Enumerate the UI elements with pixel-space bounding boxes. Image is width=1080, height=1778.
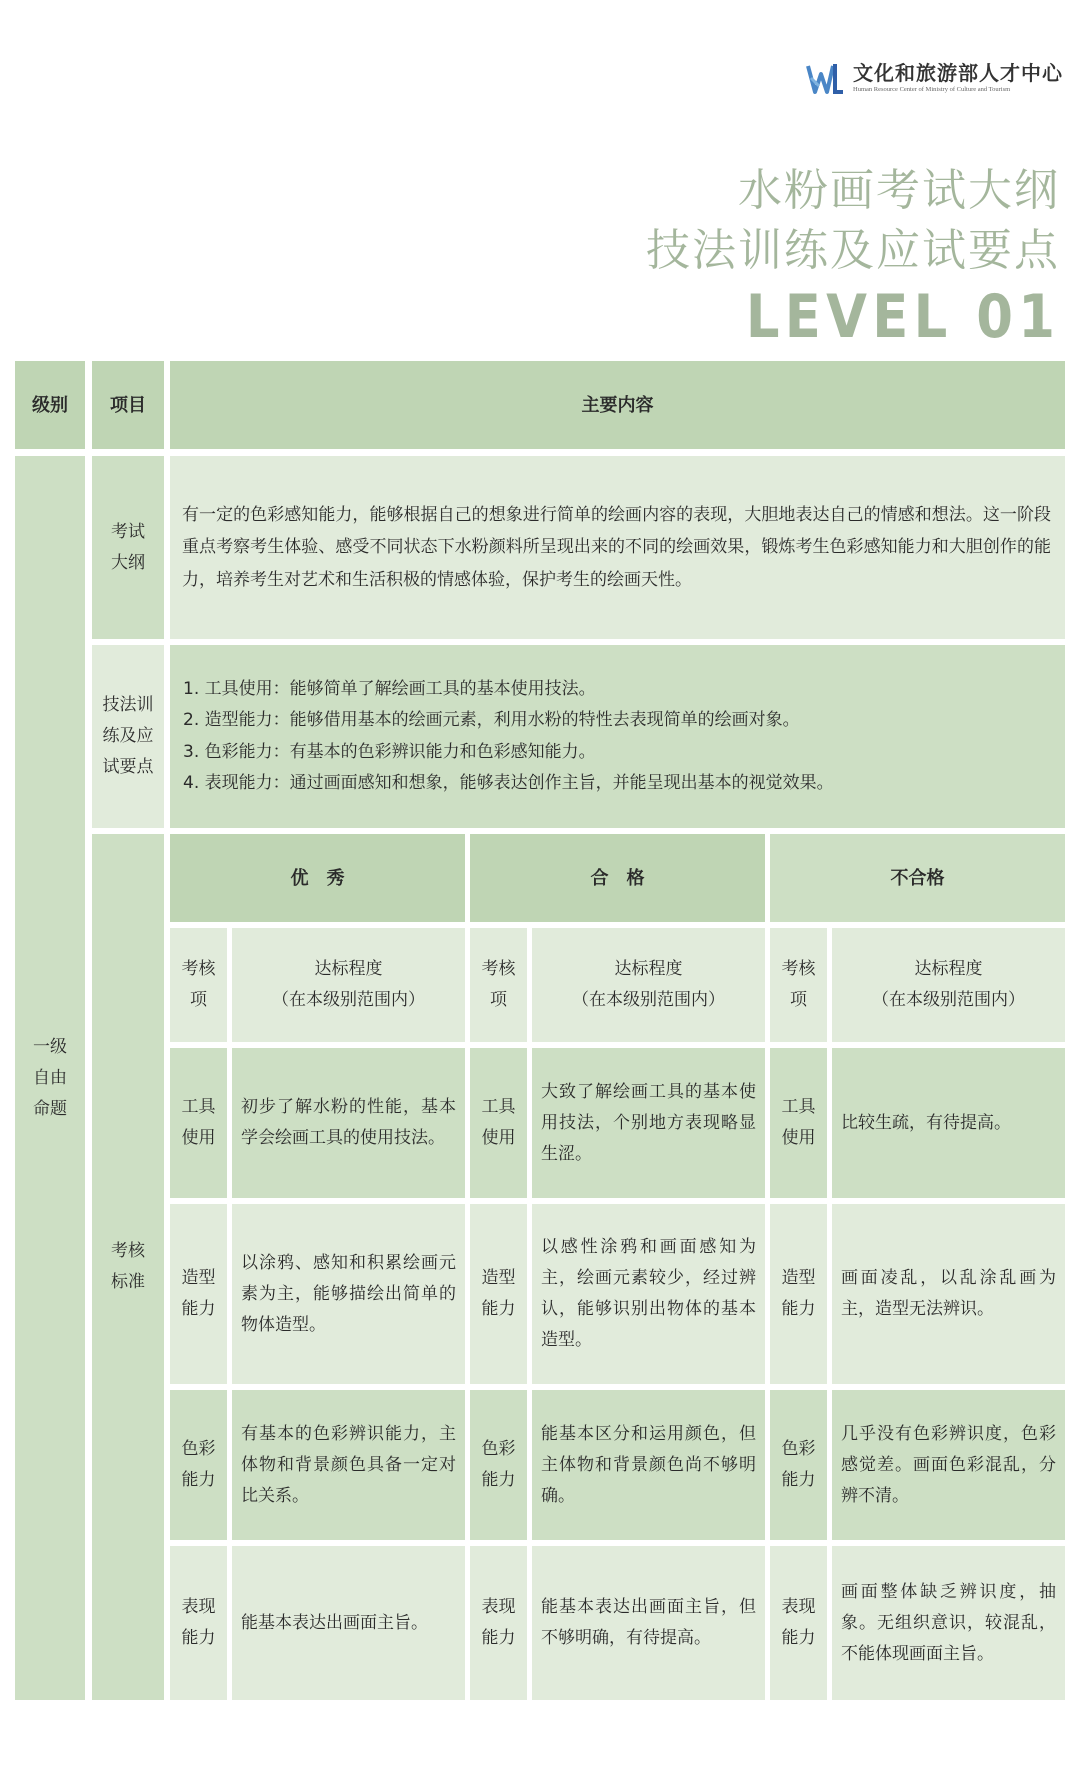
header-level: 级别 <box>15 361 85 449</box>
criteria-fail-text: 画面整体缺乏辨识度，抽象。无组织意识，较混乱，不能体现画面主旨。 <box>832 1546 1065 1700</box>
criteria-excellent-text: 能基本表达出画面主旨。 <box>232 1546 465 1700</box>
org-logo <box>805 58 1063 98</box>
criteria-pass-text: 能基本表达出画面主旨，但不够明确，有待提高。 <box>532 1546 765 1700</box>
sub-level-header: 达标程度 （在本级别范围内） <box>832 928 1065 1042</box>
skills-item: 4. 表现能力：通过画面感知和想象，能够表达创作主旨，并能呈现出基本的视觉效果。 <box>183 773 834 793</box>
sub-item-header: 考核 项 <box>170 928 227 1042</box>
grade-fail: 不合格 <box>770 834 1065 922</box>
outline-label: 考试 大纲 <box>92 456 164 639</box>
skills-item: 2. 造型能力：能够借用基本的绘画元素，利用水粉的特性去表现简单的绘画对象。 <box>183 710 800 730</box>
grade-excellent: 优 秀 <box>170 834 465 922</box>
criteria-row-item: 表现 能力 <box>170 1546 227 1700</box>
criteria-row-item: 工具 使用 <box>770 1048 827 1198</box>
wl-logo-icon <box>805 58 845 98</box>
criteria-row-item: 工具 使用 <box>170 1048 227 1198</box>
org-name-cn: 文化和旅游部人才中心 <box>853 61 1063 85</box>
outline-text: 有一定的色彩感知能力，能够根据自己的想象进行简单的绘画内容的表现，大胆地表达自己的情感和想法。这一阶段重点考察考生体验、感受不同状态下水粉颜料所呈现出来的不同的绘画效果，锻炼考生色彩感知能力和大胆创作的能力，培养考生对艺术和生活积极的情感体验，保护考生的绘画天性。 <box>170 456 1065 639</box>
org-name-en: Human Resource Center of Ministry of Culture and Tourism <box>853 86 1011 93</box>
criteria-pass-text: 以感性涂鸦和画面感知为主，绘画元素较少，经过辨认，能够识别出物体的基本造型。 <box>532 1204 765 1384</box>
criteria-row-item: 工具 使用 <box>470 1048 527 1198</box>
criteria-row-item: 表现 能力 <box>770 1546 827 1700</box>
sub-item-header: 考核 项 <box>770 928 827 1042</box>
header-item: 项目 <box>92 361 164 449</box>
criteria-row-item: 色彩 能力 <box>770 1390 827 1540</box>
header-content: 主要内容 <box>170 361 1065 449</box>
level-label: LEVEL 01 <box>745 282 1060 352</box>
sub-level-header: 达标程度 （在本级别范围内） <box>232 928 465 1042</box>
grade-pass: 合 格 <box>470 834 765 922</box>
criteria-excellent-text: 有基本的色彩辨识能力，主体物和背景颜色具备一定对比关系。 <box>232 1390 465 1540</box>
criteria-fail-text: 几乎没有色彩辨识度，色彩感觉差。画面色彩混乱，分辨不清。 <box>832 1390 1065 1540</box>
criteria-pass-text: 大致了解绘画工具的基本使用技法，个别地方表现略显生涩。 <box>532 1048 765 1198</box>
criteria-pass-text: 能基本区分和运用颜色，但主体物和背景颜色尚不够明确。 <box>532 1390 765 1540</box>
criteria-row-item: 色彩 能力 <box>170 1390 227 1540</box>
criteria-row-item: 色彩 能力 <box>470 1390 527 1540</box>
criteria-label: 考核 标准 <box>92 834 164 1700</box>
criteria-row-item: 造型 能力 <box>770 1204 827 1384</box>
criteria-row-item: 造型 能力 <box>470 1204 527 1384</box>
level-name-cell: 一级 自由 命题 <box>15 456 85 1700</box>
sub-item-header: 考核 项 <box>470 928 527 1042</box>
criteria-fail-text: 比较生疏，有待提高。 <box>832 1048 1065 1198</box>
skills-list <box>170 645 1065 828</box>
sub-level-header: 达标程度 （在本级别范围内） <box>532 928 765 1042</box>
criteria-row-item: 表现 能力 <box>470 1546 527 1700</box>
criteria-excellent-text: 初步了解水粉的性能，基本学会绘画工具的使用技法。 <box>232 1048 465 1198</box>
page-subtitle: 技法训练及应试要点 <box>646 225 1060 276</box>
criteria-excellent-text: 以涂鸦、感知和积累绘画元素为主，能够描绘出简单的物体造型。 <box>232 1204 465 1384</box>
skills-item: 3. 色彩能力：有基本的色彩辨识能力和色彩感知能力。 <box>183 741 596 762</box>
page-title: 水粉画考试大纲 <box>738 165 1060 216</box>
criteria-fail-text: 画面凌乱，以乱涂乱画为主，造型无法辨识。 <box>832 1204 1065 1384</box>
skills-item: 1. 工具使用：能够简单了解绘画工具的基本使用技法。 <box>183 678 596 699</box>
skills-label: 技法训 练及应 试要点 <box>92 645 164 828</box>
criteria-row-item: 造型 能力 <box>170 1204 227 1384</box>
